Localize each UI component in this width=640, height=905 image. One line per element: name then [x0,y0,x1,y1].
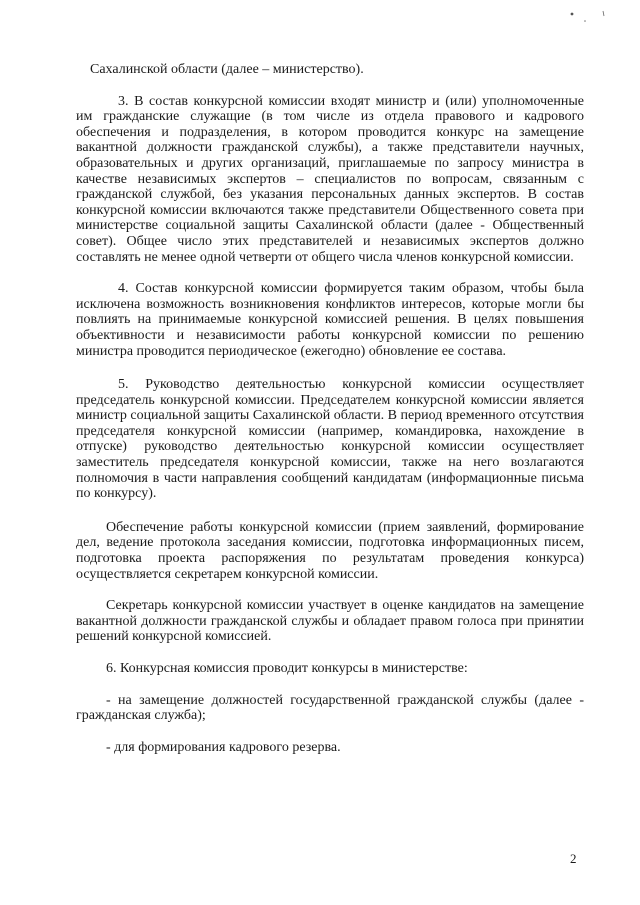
paragraph-4: 4. Состав конкурсной комиссии формируется таким образом, чтобы была исключена возможность возникновения конфликтов интересов, которые могли бы повлиять на принимаемые конкурсной комиссией решения. В целях повышения объективности и независимости работы конкурсной комиссии по решению министра проводится периодическое (ежегодно) обновление ее состава. [76,281,584,359]
paragraph-5: 5. Руководство деятельностью конкурсной комиссии осуществляет председатель конкурсной комиссии. Председателем конкурсной комиссии является министр социальной защиты Сахалинской области. В период временного отсутствия председателя конкурсной комиссии (например, командировка, нахождение в отпуске) руководство деятельностью конкурсной комиссии осуществляет заместитель председателя конкурсной комиссии, также на него возлагаются полномочия в части направления сообщений кандидатам (информационные письма по конкурсу). [76,377,584,502]
scan-specks [568,8,608,28]
paragraph-3: 3. В состав конкурсной комиссии входят министр и (или) уполномоченные им гражданские служащие (в том числе из отдела правового и кадрового обеспечения и подразделения, в котором проводится конкурс на замещение вакантной должности гражданской службы), а также представители научных, образовательных и других организаций, приглашаемые по запросу министра в качестве независимых экспертов – специалистов по вопросам, связанным с гражданской службой, без указания персональных данных экспертов. В состав конкурсной комиссии включаются также представители Общественного совета при министерстве социальной защиты Сахалинской области (далее - Общественный совет). Общее число этих представителей и независимых экспертов должно составлять не менее одной четверти от общего числа членов конкурсной комиссии. [76,93,584,265]
page-number: 2 [570,851,577,866]
paragraph-6: 6. Конкурсная комиссия проводит конкурсы в министерстве: [106,661,468,676]
paragraph-obespechenie: Обеспечение работы конкурсной комиссии (прием заявлений, формирование дел, ведение протокола заседания комиссии, подготовка информационных писем, подготовка проекта распоряжения по результатам проведения конкурса) осуществляется секретарем конкурсной комиссии. [76,519,584,582]
document-body [76,62,584,755]
list-item-bullet-1: - на замещение должностей государственной гражданской службы (далее - гражданская служба); [76,692,584,724]
paragraph-secretary: Секретарь конкурсной комиссии участвует в оценке кандидатов на замещение вакантной должности гражданской службы и обладает правом голоса при принятии решений конкурсной комиссией. [76,598,584,645]
list-item-bullet-2: - для формирования кадрового резерва. [106,739,341,755]
intro-line: Сахалинской области (далее – министерство). [90,62,364,77]
